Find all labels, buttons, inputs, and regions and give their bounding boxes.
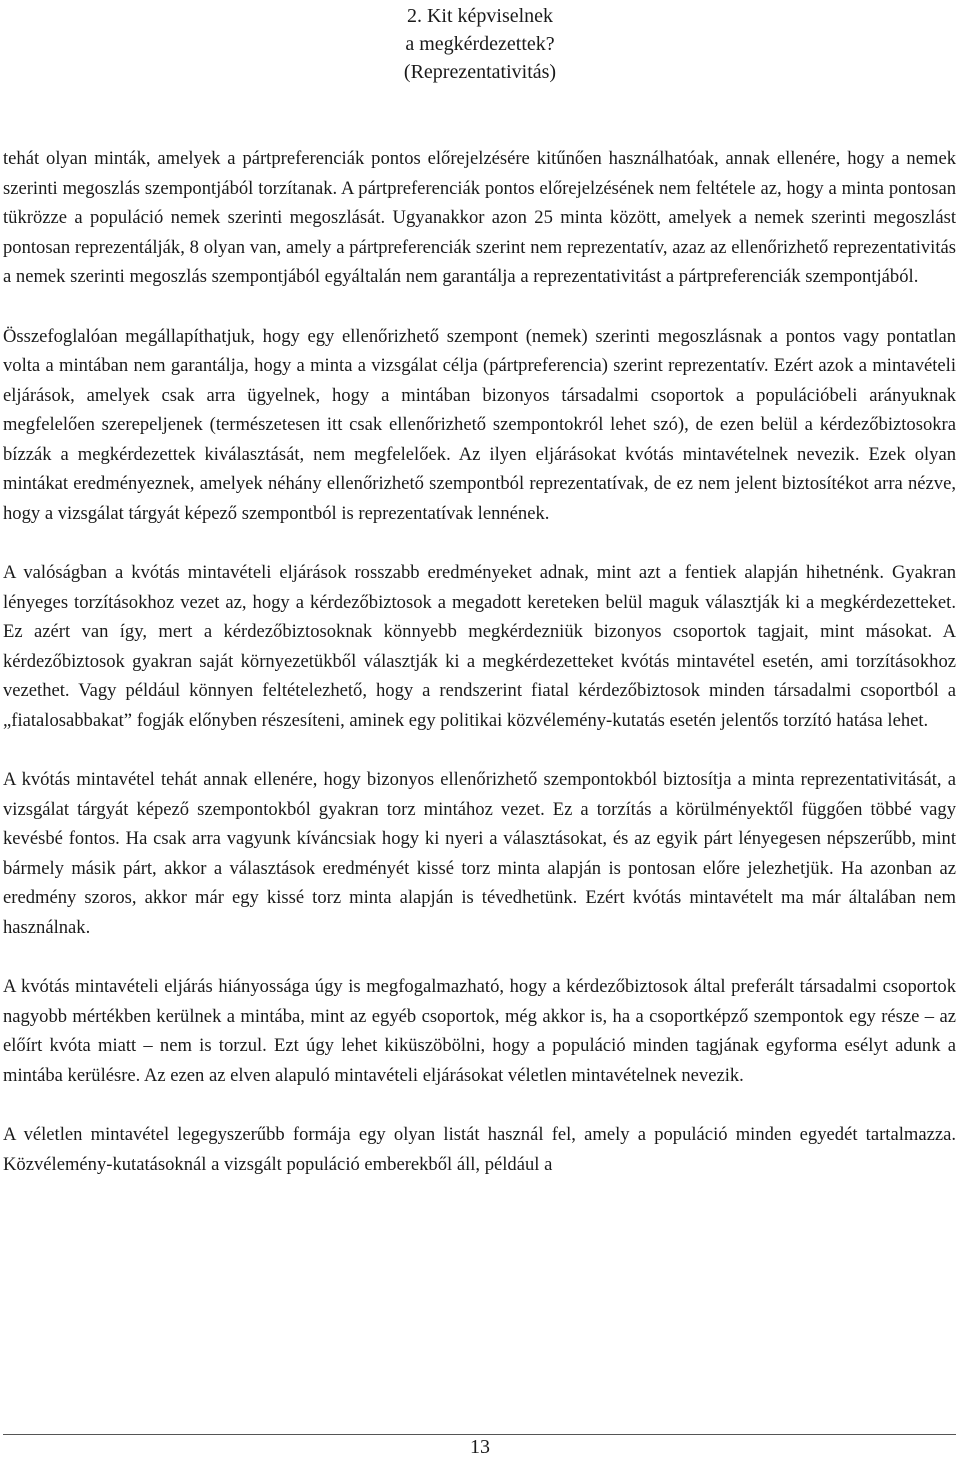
body-text (3, 144, 956, 1179)
paragraph: A véletlen mintavétel legegyszerűbb formája egy olyan listát használ fel, amely a populáció minden egyedét tartalmazza. Közvélemény-kutatásoknál a vizsgált populáció emberekből áll, például a (3, 1124, 956, 1175)
running-header (330, 2, 630, 86)
header-line-1: 2. Kit képviselnek (406, 5, 554, 27)
paragraph: tehát olyan minták, amelyek a pártpreferenciák pontos előrejelzésére kitűnően használhatóak, annak ellenére, hogy a nemek szerinti megoszlás szempontjából torzítanak. A pártpreferenciák pontos előrejelzésének nem feltétele az, hogy a minta pontosan tükrözze a populáció nemek szerinti megoszlását. Ugyanakkor azon 25 minta között, amelyek a nemek szerinti megoszlást pontosan reprezentálják, 8 olyan van, amely a pártpreferenciák szerint nem reprezentatív, azaz az ellenőrizhető reprezentativitás a nemek szerinti megoszlás szempontjából egyáltalán nem garantálja a reprezentativitást a pártpreferenciák szempontjából. (3, 148, 956, 287)
header-line-2: a megkérdezettek? (405, 33, 555, 55)
paragraph: A kvótás mintavételi eljárás hiányossága úgy is megfogalmazható, hogy a kérdezőbiztosok által preferált társadalmi csoportok nagyobb mértékben kerülnek a mintába, mint az egyéb csoportok, még akkor is, ha a csoportképző szempontok egy része – az előírt kvóta miatt – nem is torzul. Ezt úgy lehet kiküszöbölni, hogy a populáció minden tagjának egyforma esélyt adunk a mintába kerülésre. Az ezen az elven alapuló mintavételi eljárásokat véletlen mintavételnek nevezik. (3, 976, 956, 1086)
page-number: 13 (470, 1436, 490, 1458)
paragraph: A kvótás mintavétel tehát annak ellenére, hogy bizonyos ellenőrizhető szempontokból biztosítja a minta reprezentativitását, a vizsgálat tárgyát képező szempontokból gyakran torz mintához vezet. Ez a torzítás a körülményektől függően többé vagy kevésbé fontos. Ha csak arra vagyunk kíváncsiak hogy ki nyeri a választásokat, és az egyik párt lényegesen népszerűbb, mint bármely másik párt, akkor a választások eredményét kissé torz minta alapján is pontosan előre jelezhetjük. Ha azonban az eredmény szoros, akkor már egy kissé torz minta alapján is tévedhetünk. Ezért kvótás mintavételt ma már általában nem használnak. (3, 769, 956, 938)
paragraph: A valóságban a kvótás mintavételi eljárások rosszabb eredményeket adnak, mint azt a fentiek alapján hihetnénk. Gyakran lényeges torzításokhoz vezet az, hogy a kérdezőbiztosok a megadott kereteken belül maguk választják ki a megkérdezetteket. Ez azért van így, mert a kérdezőbiztosoknak könnyebb megkérdezniük bizonyos csoportok tagjait, mint másokat. A kérdezőbiztosok gyakran saját környezetükből választják ki a megkérdezetteket kvótás mintavétel esetén, ami torzításokhoz vezethet. Vagy például könnyen feltételezhető, hogy a rendszerint fiatal kérdezőbiztosok minden társadalmi csoportból a „fiatalosabbakat” fogják előnyben részesíteni, aminek egy politikai közvélemény-kutatás esetén jelentős torzító hatása lehet. (3, 562, 956, 731)
paragraph: Összefoglalóan megállapíthatjuk, hogy egy ellenőrizhető szempont (nemek) szerinti megoszlásnak a pontos vagy pontatlan volta a mintában nem garantálja, hogy a minta a vizsgálat célja (pártpreferencia) szerint reprezentatív. Ezért azok a mintavételi eljárások, amelyek csak arra ügyelnek, hogy a mintában bizonyos társadalmi csoportok a populációbeli arányuknak megfelelően szerepeljenek (természetesen itt csak ellenőrizhető szempontokról lehet szó), de ezen belül a kérdezőbiztosokra bízzák a megkérdezettek kiválasztását, nem megfelelőek. Az ilyen eljárásokat kvótás mintavételnek nevezik. Ezek olyan mintákat eredményeznek, amelyek néhány ellenőrizhető szempontból reprezentatívak, de ez nem jelent biztosítékot arra nézve, hogy a vizsgálat tárgyát képező szempontból is reprezentatívak lennének. (3, 325, 956, 524)
header-line-3: (Reprezentativitás) (403, 61, 557, 83)
